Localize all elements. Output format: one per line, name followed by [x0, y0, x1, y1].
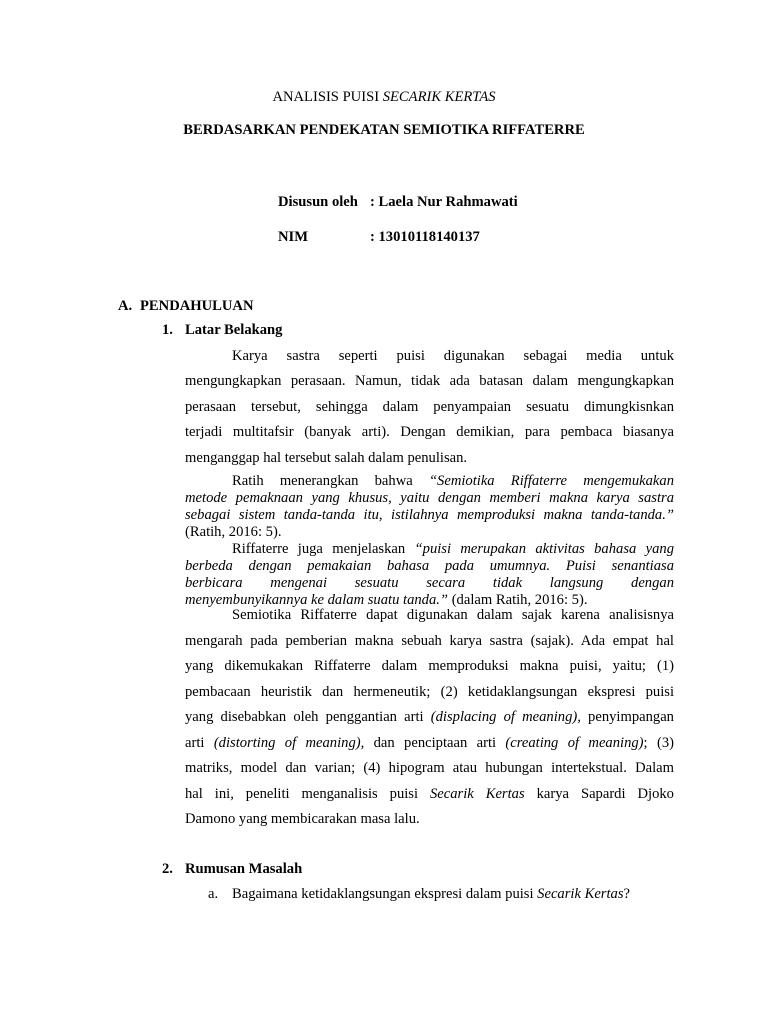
p2-line-2-quote: metode pemaknaan yang khusus, yaitu dengan memberi makna karya sastra [185, 490, 674, 506]
p4-line-6-mid: dan penciptaan arti [364, 735, 506, 751]
p2-line-1 [232, 472, 674, 490]
p4-line-5-term: (displacing of meaning), [430, 709, 581, 725]
p4-line-6-term-2: (creating of meaning) [505, 735, 644, 751]
title-line-2: BERDASARKAN PENDEKATAN SEMIOTIKA RIFFATERRE [183, 122, 585, 138]
p1-line-1: Karya sastra seperti puisi digunakan sebagai media untuk [232, 348, 674, 364]
subsection-2-marker: 2. [162, 861, 173, 877]
title-poem-name: SECARIK KERTAS [382, 89, 496, 105]
p1-line-2: mengungkapkan perasaan. Namun, tidak ada batasan dalam mengungkapkan [185, 373, 674, 389]
title-line-1 [0, 88, 768, 106]
p3-line-1 [232, 540, 674, 558]
p2-line-4: (Ratih, 2016: 5). [185, 524, 282, 540]
nim-value: : 13010118140137 [370, 229, 480, 245]
p3-line-2-quote: berbeda dengan pemakaian bahasa pada umumnya. Puisi senantiasa [185, 558, 674, 574]
author-label: Disusun oleh [278, 194, 358, 210]
p1-line-5: menganggap hal tersebut salah dalam penulisan. [185, 450, 468, 466]
p4-line-5 [185, 708, 674, 726]
subsection-1-marker: 1. [162, 322, 173, 338]
p4-line-7: matriks, model dan varian; (4) hipogram atau hubungan intertekstual. Dalam [185, 760, 674, 776]
p4-line-9: Damono yang membicarakan masa lalu. [185, 811, 420, 827]
p4-line-3: yang dikemukakan Riffaterre dalam memproduksi makna puisi, yaitu; (1) [185, 658, 674, 674]
p4-line-8 [185, 785, 674, 803]
p3-line-4-quote: menyembunyikannya ke dalam suatu tanda.” [185, 592, 449, 608]
author-name: : Laela Nur Rahmawati [370, 194, 518, 210]
p2-line-1-quote: “Semiotika Riffaterre mengemukakan [428, 473, 674, 489]
p4-line-4: pembacaan heuristik dan hermeneutik; (2) ketidaklangsungan ekspresi puisi [185, 684, 674, 700]
subsection-1-heading: Latar Belakang [185, 322, 283, 338]
p3-line-2 [185, 557, 674, 575]
p2-line-3 [185, 506, 674, 524]
p4-line-5-tail: penyimpangan [580, 709, 674, 725]
p4-line-6-term-1: (distorting of meaning), [213, 735, 365, 751]
p3-line-3-quote: berbicara mengenai sesuatu secara tidak langsung dengan [185, 575, 674, 591]
nim-label: NIM [278, 229, 308, 245]
p3-line-3 [185, 574, 674, 592]
p3-line-1-text: Riffaterre juga menjelaskan [232, 541, 415, 557]
p4-line-6-text: arti [185, 735, 214, 751]
p2-line-2 [185, 489, 674, 507]
p4-line-2: mengarah pada pemberian makna sebuah karya sastra (sajak). Ada empat hal [185, 633, 674, 649]
question-a-poem-name: Secarik Kertas [537, 886, 624, 902]
question-a-text [232, 885, 630, 903]
p4-line-8-tail: karya Sapardi Djoko [524, 786, 674, 802]
p2-line-3-quote: sebagai sistem tanda-tanda itu, istilahnya memproduksi makna tanda-tanda.” [185, 507, 674, 523]
section-a-marker: A. [118, 298, 133, 314]
p4-line-8-text: hal ini, peneliti menganalisis puisi [185, 786, 430, 802]
p4-line-1: Semiotika Riffaterre dapat digunakan dalam sajak karena analisisnya [232, 607, 674, 623]
p4-line-6 [185, 734, 674, 752]
p4-line-8-poem-name: Secarik Kertas [430, 786, 525, 802]
title-prefix: ANALISIS PUISI [272, 89, 383, 105]
p3-line-1-quote: “puisi merupakan aktivitas bahasa yang [414, 541, 675, 557]
p2-line-1-text: Ratih menerangkan bahwa [232, 473, 429, 489]
subsection-2-heading: Rumusan Masalah [185, 861, 303, 877]
p4-line-6-tail: ; (3) [643, 735, 674, 751]
question-a-mark: ? [623, 886, 630, 902]
p1-line-3: perasaan tersebut, sehingga dalam penyampaian sesuatu dimungkisnkan [185, 399, 674, 415]
p1-line-4: terjadi multitafsir (banyak arti). Dengan demikian, para pembaca biasanya [185, 424, 674, 440]
p3-line-4-citation: (dalam Ratih, 2016: 5). [448, 592, 588, 608]
question-a-prefix: Bagaimana ketidaklangsungan ekspresi dalam puisi [232, 886, 538, 902]
p4-line-5-text: yang disebabkan oleh penggantian arti [185, 709, 431, 725]
question-a-marker: a. [208, 886, 219, 902]
section-a-heading: PENDAHULUAN [140, 298, 254, 314]
